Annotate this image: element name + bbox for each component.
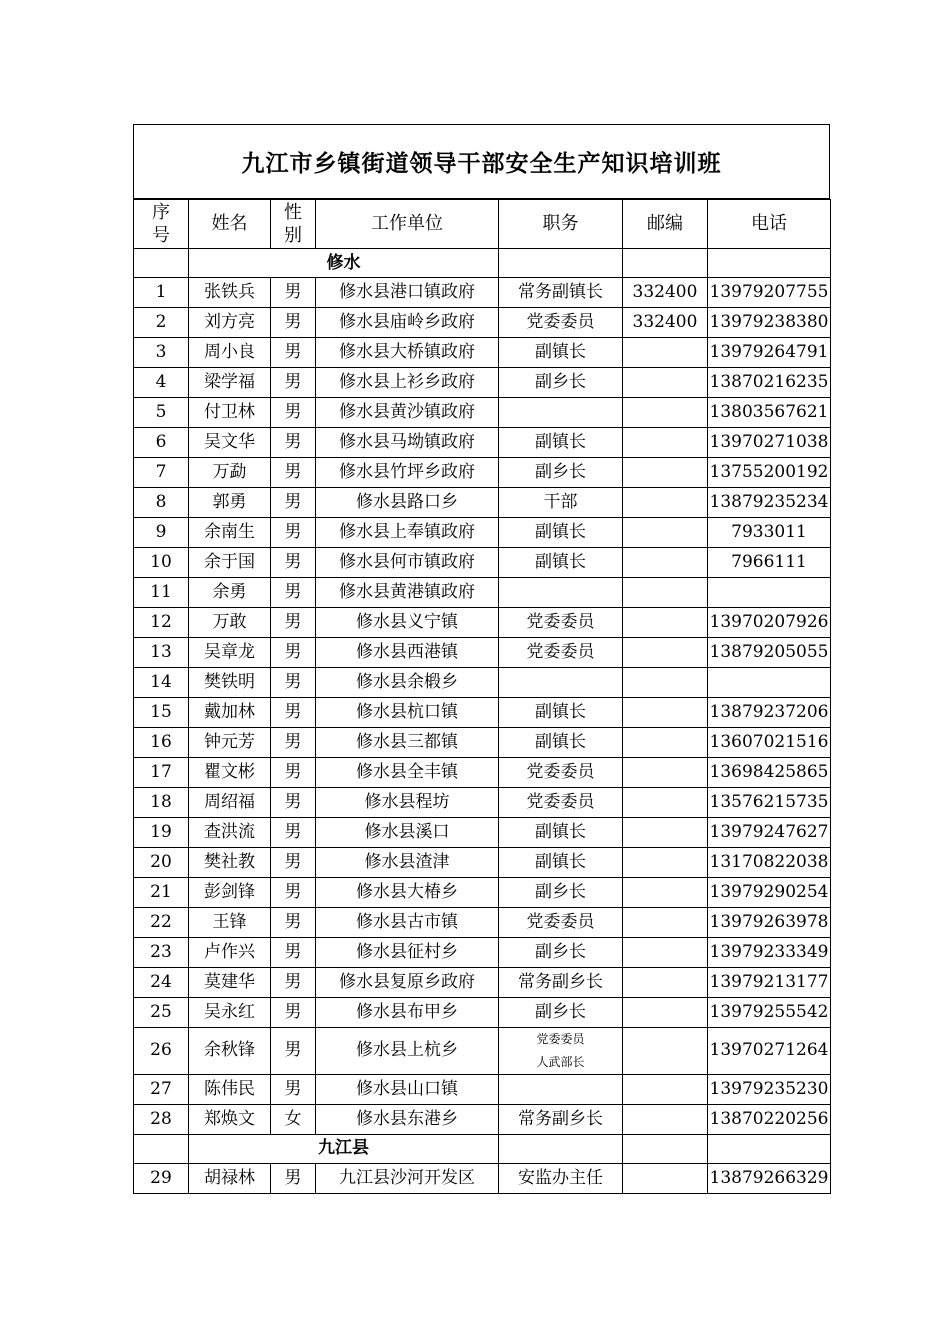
row-gender: 男 — [271, 908, 316, 938]
row-gender: 男 — [271, 398, 316, 428]
row-unit: 修水县马坳镇政府 — [316, 428, 499, 458]
row-index: 20 — [134, 848, 189, 878]
row-unit: 修水县西港镇 — [316, 638, 499, 668]
table-row — [134, 668, 831, 698]
section-header-row — [134, 1134, 831, 1163]
row-name: 卢作兴 — [189, 938, 271, 968]
row-phone — [708, 668, 831, 698]
table-header-row — [134, 200, 831, 249]
row-name: 刘方亮 — [189, 308, 271, 338]
row-postcode — [623, 518, 708, 548]
row-phone: 13979235230 — [708, 1074, 831, 1104]
row-position: 副镇长 — [499, 728, 623, 758]
row-index: 23 — [134, 938, 189, 968]
row-gender: 男 — [271, 488, 316, 518]
row-postcode — [623, 578, 708, 608]
row-index: 17 — [134, 758, 189, 788]
row-name: 万勐 — [189, 458, 271, 488]
table-row — [134, 308, 831, 338]
row-index: 5 — [134, 398, 189, 428]
row-name: 余勇 — [189, 578, 271, 608]
row-unit: 修水县上奉镇政府 — [316, 518, 499, 548]
row-unit: 修水县何市镇政府 — [316, 548, 499, 578]
row-unit: 九江县沙河开发区 — [316, 1163, 499, 1193]
table-row — [134, 638, 831, 668]
row-gender: 男 — [271, 458, 316, 488]
row-phone: 13698425865 — [708, 758, 831, 788]
row-postcode — [623, 608, 708, 638]
section-blank-cell — [708, 1134, 831, 1163]
row-name: 戴加林 — [189, 698, 271, 728]
row-gender: 男 — [271, 938, 316, 968]
header-index-line1: 序 — [152, 201, 170, 223]
row-unit: 修水县程坊 — [316, 788, 499, 818]
row-phone: 13870220256 — [708, 1104, 831, 1134]
table-row — [134, 1028, 831, 1075]
row-phone: 13979238380 — [708, 308, 831, 338]
row-position: 干部 — [499, 488, 623, 518]
row-postcode — [623, 548, 708, 578]
row-postcode — [623, 968, 708, 998]
row-gender: 男 — [271, 518, 316, 548]
row-name: 张铁兵 — [189, 278, 271, 308]
row-phone — [708, 578, 831, 608]
row-gender: 男 — [271, 1163, 316, 1193]
row-phone: 13970271038 — [708, 428, 831, 458]
table-row — [134, 878, 831, 908]
table-row — [134, 488, 831, 518]
row-unit: 修水县东港乡 — [316, 1104, 499, 1134]
header-name: 姓名 — [189, 200, 271, 249]
row-unit: 修水县竹坪乡政府 — [316, 458, 499, 488]
row-unit: 修水县上衫乡政府 — [316, 368, 499, 398]
row-phone: 13576215735 — [708, 788, 831, 818]
row-postcode — [623, 938, 708, 968]
row-gender: 男 — [271, 1028, 316, 1075]
section-blank-cell — [623, 249, 708, 278]
row-index: 19 — [134, 818, 189, 848]
row-position: 常务副镇长 — [499, 278, 623, 308]
row-name: 周绍福 — [189, 788, 271, 818]
row-phone: 7933011 — [708, 518, 831, 548]
row-phone: 13879266329 — [708, 1163, 831, 1193]
row-position: 副乡长 — [499, 998, 623, 1028]
row-name: 吴永红 — [189, 998, 271, 1028]
table-row — [134, 1104, 831, 1134]
table-row — [134, 428, 831, 458]
row-gender: 男 — [271, 1074, 316, 1104]
table-row — [134, 458, 831, 488]
row-position — [499, 1028, 623, 1075]
row-position — [499, 578, 623, 608]
table-row — [134, 998, 831, 1028]
row-postcode — [623, 1074, 708, 1104]
row-index: 4 — [134, 368, 189, 398]
row-gender: 男 — [271, 278, 316, 308]
row-position: 常务副乡长 — [499, 1104, 623, 1134]
row-phone: 13879237206 — [708, 698, 831, 728]
row-phone: 13970271264 — [708, 1028, 831, 1075]
row-gender: 男 — [271, 638, 316, 668]
row-unit: 修水县大椿乡 — [316, 878, 499, 908]
table-row — [134, 698, 831, 728]
row-postcode — [623, 638, 708, 668]
row-position: 党委委员 — [499, 608, 623, 638]
header-postcode: 邮编 — [623, 200, 708, 249]
row-name: 钟元芳 — [189, 728, 271, 758]
section-blank-cell — [708, 249, 831, 278]
header-index-line2: 号 — [152, 225, 170, 246]
row-postcode — [623, 758, 708, 788]
row-gender: 男 — [271, 878, 316, 908]
row-unit: 修水县义宁镇 — [316, 608, 499, 638]
row-unit: 修水县黄沙镇政府 — [316, 398, 499, 428]
row-gender: 男 — [271, 548, 316, 578]
row-index: 3 — [134, 338, 189, 368]
row-name: 吴文华 — [189, 428, 271, 458]
row-position-line1: 党委委员 — [536, 1032, 585, 1046]
row-postcode — [623, 668, 708, 698]
row-phone: 13755200192 — [708, 458, 831, 488]
row-position: 副镇长 — [499, 848, 623, 878]
row-postcode — [623, 1028, 708, 1075]
row-postcode — [623, 398, 708, 428]
table-row — [134, 818, 831, 848]
table-row — [134, 368, 831, 398]
row-index: 10 — [134, 548, 189, 578]
row-index: 24 — [134, 968, 189, 998]
row-gender: 男 — [271, 788, 316, 818]
table-row — [134, 1163, 831, 1193]
header-index — [134, 200, 189, 249]
section-header-row — [134, 249, 831, 278]
section-blank-cell — [499, 249, 623, 278]
row-position: 副镇长 — [499, 338, 623, 368]
row-phone: 13979290254 — [708, 878, 831, 908]
row-index: 8 — [134, 488, 189, 518]
row-position: 党委委员 — [499, 908, 623, 938]
row-gender: 男 — [271, 758, 316, 788]
row-position: 安监办主任 — [499, 1163, 623, 1193]
row-name: 郑焕文 — [189, 1104, 271, 1134]
title-box — [133, 124, 830, 199]
row-position: 副镇长 — [499, 548, 623, 578]
row-index: 15 — [134, 698, 189, 728]
row-phone: 13979233349 — [708, 938, 831, 968]
table-row — [134, 968, 831, 998]
table-row — [134, 608, 831, 638]
row-postcode — [623, 458, 708, 488]
row-position — [499, 398, 623, 428]
table-row — [134, 1074, 831, 1104]
section-name: 九江县 — [189, 1134, 499, 1163]
row-name: 梁学福 — [189, 368, 271, 398]
table-row — [134, 908, 831, 938]
section-blank-cell — [134, 249, 189, 278]
row-index: 22 — [134, 908, 189, 938]
row-phone: 13879205055 — [708, 638, 831, 668]
row-name: 查洪流 — [189, 818, 271, 848]
row-unit: 修水县复原乡政府 — [316, 968, 499, 998]
row-phone: 13979264791 — [708, 338, 831, 368]
row-index: 29 — [134, 1163, 189, 1193]
row-position: 副镇长 — [499, 818, 623, 848]
row-index: 13 — [134, 638, 189, 668]
row-phone: 13979213177 — [708, 968, 831, 998]
row-postcode — [623, 338, 708, 368]
row-name: 莫建华 — [189, 968, 271, 998]
table-row — [134, 848, 831, 878]
row-gender: 男 — [271, 848, 316, 878]
row-index: 1 — [134, 278, 189, 308]
row-name: 樊铁明 — [189, 668, 271, 698]
row-position: 副乡长 — [499, 458, 623, 488]
row-name: 吴章龙 — [189, 638, 271, 668]
row-position: 副镇长 — [499, 698, 623, 728]
row-unit: 修水县余椴乡 — [316, 668, 499, 698]
row-postcode — [623, 428, 708, 458]
row-unit: 修水县港口镇政府 — [316, 278, 499, 308]
header-unit: 工作单位 — [316, 200, 499, 249]
row-gender: 男 — [271, 728, 316, 758]
row-position: 副乡长 — [499, 368, 623, 398]
row-postcode — [623, 818, 708, 848]
row-postcode — [623, 788, 708, 818]
row-phone: 13879235234 — [708, 488, 831, 518]
participant-table — [133, 199, 831, 1194]
table-row — [134, 758, 831, 788]
row-position: 副镇长 — [499, 518, 623, 548]
row-position: 党委委员 — [499, 638, 623, 668]
table-row — [134, 338, 831, 368]
row-gender: 男 — [271, 668, 316, 698]
header-gender — [271, 200, 316, 249]
row-index: 9 — [134, 518, 189, 548]
row-gender: 男 — [271, 578, 316, 608]
row-unit: 修水县溪口 — [316, 818, 499, 848]
row-gender: 男 — [271, 968, 316, 998]
row-phone: 13607021516 — [708, 728, 831, 758]
header-position: 职务 — [499, 200, 623, 249]
document-title: 九江市乡镇街道领导干部安全生产知识培训班 — [241, 151, 722, 177]
section-blank-cell — [623, 1134, 708, 1163]
row-gender: 男 — [271, 428, 316, 458]
row-index: 7 — [134, 458, 189, 488]
row-unit: 修水县杭口镇 — [316, 698, 499, 728]
row-name: 胡禄林 — [189, 1163, 271, 1193]
row-gender: 男 — [271, 308, 316, 338]
row-unit: 修水县征村乡 — [316, 938, 499, 968]
row-unit: 修水县山口镇 — [316, 1074, 499, 1104]
row-index: 14 — [134, 668, 189, 698]
table-row — [134, 788, 831, 818]
row-phone: 13970207926 — [708, 608, 831, 638]
row-postcode — [623, 878, 708, 908]
row-position: 副乡长 — [499, 878, 623, 908]
row-phone: 13803567621 — [708, 398, 831, 428]
row-position — [499, 1074, 623, 1104]
row-unit: 修水县古市镇 — [316, 908, 499, 938]
row-index: 12 — [134, 608, 189, 638]
row-unit: 修水县庙岭乡政府 — [316, 308, 499, 338]
row-index: 2 — [134, 308, 189, 338]
row-gender: 男 — [271, 368, 316, 398]
row-index: 27 — [134, 1074, 189, 1104]
row-index: 25 — [134, 998, 189, 1028]
table-row — [134, 518, 831, 548]
row-postcode — [623, 998, 708, 1028]
table-row — [134, 278, 831, 308]
row-unit: 修水县路口乡 — [316, 488, 499, 518]
row-postcode — [623, 488, 708, 518]
row-position — [499, 668, 623, 698]
row-postcode — [623, 1104, 708, 1134]
row-unit: 修水县布甲乡 — [316, 998, 499, 1028]
row-position: 党委委员 — [499, 758, 623, 788]
row-name: 周小良 — [189, 338, 271, 368]
row-name: 陈伟民 — [189, 1074, 271, 1104]
row-index: 16 — [134, 728, 189, 758]
row-position: 副镇长 — [499, 428, 623, 458]
row-index: 11 — [134, 578, 189, 608]
section-name: 修水 — [189, 249, 499, 278]
section-blank-cell — [499, 1134, 623, 1163]
row-phone: 13170822038 — [708, 848, 831, 878]
row-unit: 修水县三都镇 — [316, 728, 499, 758]
row-gender: 男 — [271, 818, 316, 848]
table-row — [134, 578, 831, 608]
row-index: 18 — [134, 788, 189, 818]
row-unit: 修水县全丰镇 — [316, 758, 499, 788]
row-name: 郭勇 — [189, 488, 271, 518]
row-position-line2: 人武部长 — [536, 1054, 585, 1069]
row-phone: 7966111 — [708, 548, 831, 578]
section-blank-cell — [134, 1134, 189, 1163]
row-position: 党委委员 — [499, 308, 623, 338]
row-gender: 女 — [271, 1104, 316, 1134]
row-name: 付卫林 — [189, 398, 271, 428]
row-index: 28 — [134, 1104, 189, 1134]
row-unit: 修水县渣津 — [316, 848, 499, 878]
row-unit: 修水县黄港镇政府 — [316, 578, 499, 608]
table-row — [134, 548, 831, 578]
header-gender-line1: 性 — [284, 201, 302, 223]
row-unit: 修水县上杭乡 — [316, 1028, 499, 1075]
row-index: 26 — [134, 1028, 189, 1075]
row-phone: 13979247627 — [708, 818, 831, 848]
row-name: 余南生 — [189, 518, 271, 548]
row-gender: 男 — [271, 698, 316, 728]
row-gender: 男 — [271, 998, 316, 1028]
table-row — [134, 398, 831, 428]
table-row — [134, 938, 831, 968]
row-index: 6 — [134, 428, 189, 458]
row-gender: 男 — [271, 338, 316, 368]
row-name: 余秋锋 — [189, 1028, 271, 1075]
row-name: 樊社教 — [189, 848, 271, 878]
table-row — [134, 728, 831, 758]
row-postcode — [623, 368, 708, 398]
row-gender: 男 — [271, 608, 316, 638]
row-position: 党委委员 — [499, 788, 623, 818]
row-postcode — [623, 908, 708, 938]
row-phone: 13979255542 — [708, 998, 831, 1028]
header-phone: 电话 — [708, 200, 831, 249]
row-phone: 13979207755 — [708, 278, 831, 308]
row-postcode — [623, 1163, 708, 1193]
row-postcode — [623, 698, 708, 728]
row-position: 副乡长 — [499, 938, 623, 968]
row-index: 21 — [134, 878, 189, 908]
row-position: 常务副乡长 — [499, 968, 623, 998]
row-postcode — [623, 848, 708, 878]
row-postcode — [623, 728, 708, 758]
row-name: 余于国 — [189, 548, 271, 578]
header-gender-line2: 别 — [284, 225, 302, 246]
row-phone: 13870216235 — [708, 368, 831, 398]
row-postcode: 332400 — [623, 308, 708, 338]
row-name: 彭剑锋 — [189, 878, 271, 908]
row-name: 王锋 — [189, 908, 271, 938]
document-sheet — [133, 124, 830, 1194]
row-name: 瞿文彬 — [189, 758, 271, 788]
row-phone: 13979263978 — [708, 908, 831, 938]
row-postcode: 332400 — [623, 278, 708, 308]
row-name: 万敢 — [189, 608, 271, 638]
row-unit: 修水县大桥镇政府 — [316, 338, 499, 368]
